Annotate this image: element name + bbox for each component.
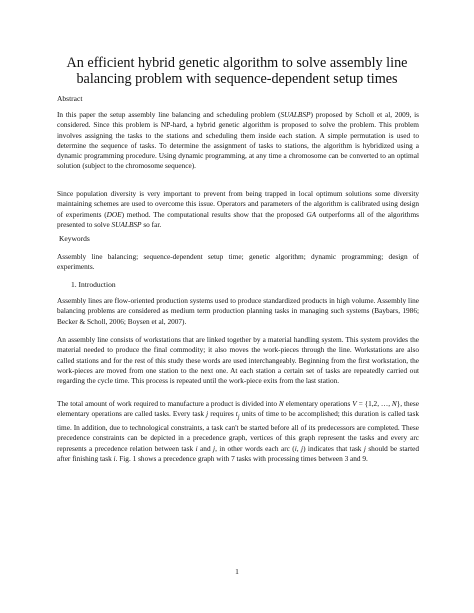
abstract-paragraph-2 <box>57 189 419 230</box>
text-span: The total amount of work required to manufacture a product is divided into <box>57 399 279 408</box>
math-subscript: j <box>237 414 240 421</box>
math-span: i <box>195 443 198 453</box>
text-span: units of time to be accomplished; this duration is called task time. In addition, due to technological constraints, a task can't be started before all of its predecessors are completed. These precedence constraints can be depicted in a precedence graph, vertices of this graph represent the tasks and every arc represents a precedence relation between task <box>57 409 420 453</box>
section-heading-introduction: 1. Introduction <box>71 280 116 289</box>
italic-span: SUALBSP <box>280 110 311 119</box>
text-span: Since population diversity is very important to prevent from being trapped in local optimum solutions some diversity maintaining schemes are used to overcome this issue. Operators and parameters of the algorithm is calibrated using design of experiments ( <box>57 189 419 219</box>
intro-paragraph-3 <box>57 399 419 464</box>
intro-paragraph-2: An assembly line consists of workstations that are linked together by a material handling system. This system provides the material needed to produce the final commodity; it also moves the work-pieces through the line. Workstations are also called stations and for the rest of this study these words are used interchangeably. Beginning from the first workstation, the work-pieces are moved from one station to the next one. At each station a certain set of tasks are repeatedly carried out regarding the cycle time. This process is repeated until the work-piece exits from the last station. <box>57 335 419 386</box>
page-number: 1 <box>235 567 239 576</box>
text-span: ) method. The computational results show that the proposed <box>121 209 307 219</box>
keywords-heading: Keywords <box>59 234 90 243</box>
math-span: i <box>113 453 116 463</box>
math-span: t <box>235 409 238 419</box>
italic-span: SUALBSP <box>111 219 142 229</box>
text-span: . Fig. 1 shows a precedence graph with 7 tasks with processing times between 3 and 9. <box>115 453 368 463</box>
math-span: V <box>352 399 357 408</box>
abstract-paragraph-1 <box>57 110 419 172</box>
text-span: = {1,2, …, <box>356 399 392 408</box>
math-span: j <box>206 409 209 419</box>
text-span: , <box>296 443 302 453</box>
text-span: requires <box>208 409 236 419</box>
text-span: , in other words each arc ( <box>215 443 295 453</box>
math-span: j <box>301 443 304 453</box>
math-span: j <box>363 443 366 453</box>
text-span: outperforms all of the algorithms presented to solve <box>57 209 419 229</box>
text-span: ) indicates that task <box>303 443 364 453</box>
abstract-heading: Abstract <box>57 94 83 103</box>
math-span: j <box>213 443 216 453</box>
math-span: N <box>278 399 284 408</box>
math-span: i <box>294 443 297 453</box>
text-span: so far. <box>141 219 162 229</box>
text-span: ) proposed by Scholl et al, 2009, is considered. Since this problem is NP-hard, a hybrid genetic algorithm is proposed to solve the problem. This problem involves assigning the tasks to the stations and scheduling them inside each station. A simple permutation is used to determine the sequence of tasks. To determine the assignment of tasks to stations, the algorithm is hybridized using a dynamic programming procedure. Using dynamic programming, at any time a chromosome can be converted to an optimal solution (subject to the chromosome sequence). <box>57 110 419 171</box>
text-span: In this paper the setup assembly line balancing and scheduling problem ( <box>57 110 281 119</box>
intro-paragraph-1: Assembly lines are flow-oriented production systems used to produce standardized products in high volume. Assembly line balancing problems are considered as medium term production planning tasks in managing such systems (Baybars, 1986; Becker & Scholl, 2006; Boysen et al, 2007). <box>57 296 419 326</box>
text-span: }, these elementary operations are called tasks. Every task <box>57 399 420 419</box>
text-span: should be started after finishing task <box>57 443 420 463</box>
text-span: and <box>197 443 214 453</box>
italic-span: DOE <box>106 209 122 219</box>
text-span: elementary operations <box>283 399 353 408</box>
math-span: N <box>391 399 397 408</box>
keywords-text: Assembly line balancing; sequence-dependent setup time; genetic algorithm; dynamic programming; design of experiments. <box>57 252 419 272</box>
italic-span: GA <box>306 209 317 219</box>
paper-title: An efficient hybrid genetic algorithm to solve assembly line balancing problem with sequence-dependent setup times <box>66 55 408 87</box>
